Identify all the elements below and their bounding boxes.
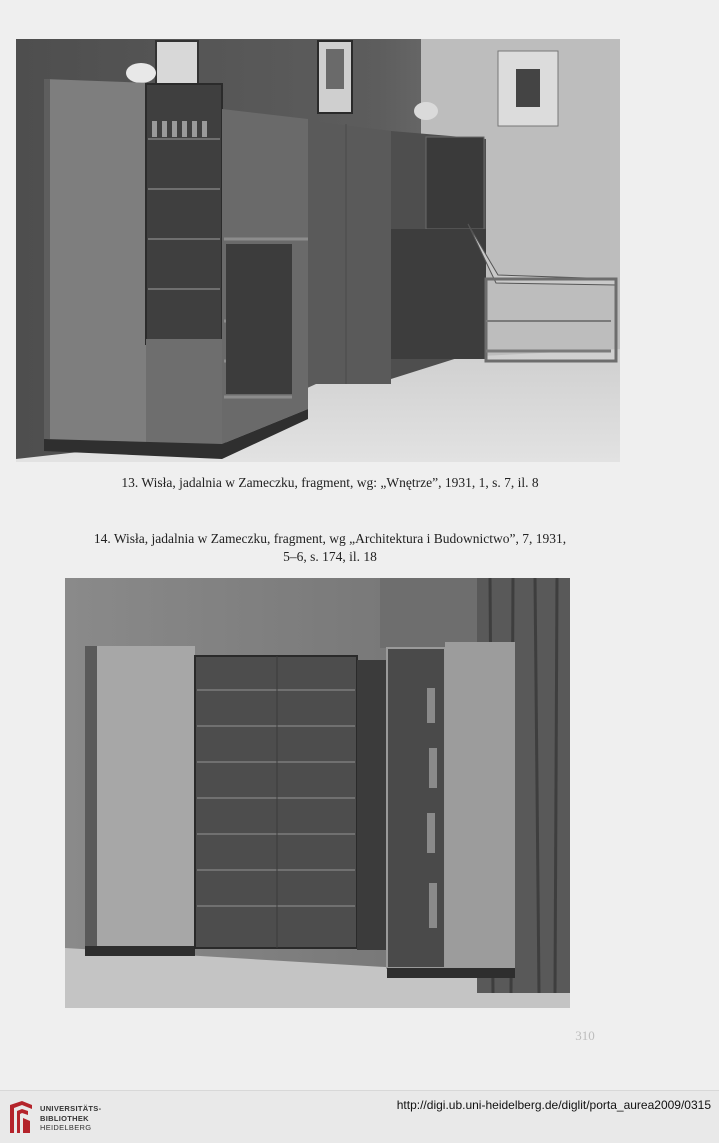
logo-line-2: BIBLIOTHEK: [40, 1113, 89, 1123]
figure-14-caption-line1: 14. Wisła, jadalnia w Zameczku, fragment, wg „Architektura i Budownictwo”, 7, 1931,: [93, 531, 567, 546]
figure-13-photo: [16, 39, 620, 462]
logo-line-3: HEIDELBERG: [40, 1123, 92, 1132]
logo-line-1: UNIVERSITÄTS-: [40, 1104, 102, 1113]
figure-14-photo: [65, 578, 570, 1008]
footer-bar: [0, 1090, 719, 1143]
figure-14-caption: [40, 530, 620, 566]
figure-13-caption-text: 13. Wisła, jadalnia w Zameczku, fragment, wg: „Wnętrze”, 1931, 1, s. 7, il. 8: [121, 475, 539, 490]
library-logo-text: [40, 1104, 101, 1133]
figure-14-caption-line2: 5–6, s. 174, il. 18: [283, 549, 377, 564]
page-number: 310: [575, 1028, 595, 1043]
source-url-link[interactable]: http://digi.ub.uni-heidelberg.de/diglit/porta_aurea2009/0315: [396, 1098, 711, 1112]
figure-13-caption: [40, 474, 620, 492]
university-library-logo-icon[interactable]: [8, 1099, 34, 1135]
